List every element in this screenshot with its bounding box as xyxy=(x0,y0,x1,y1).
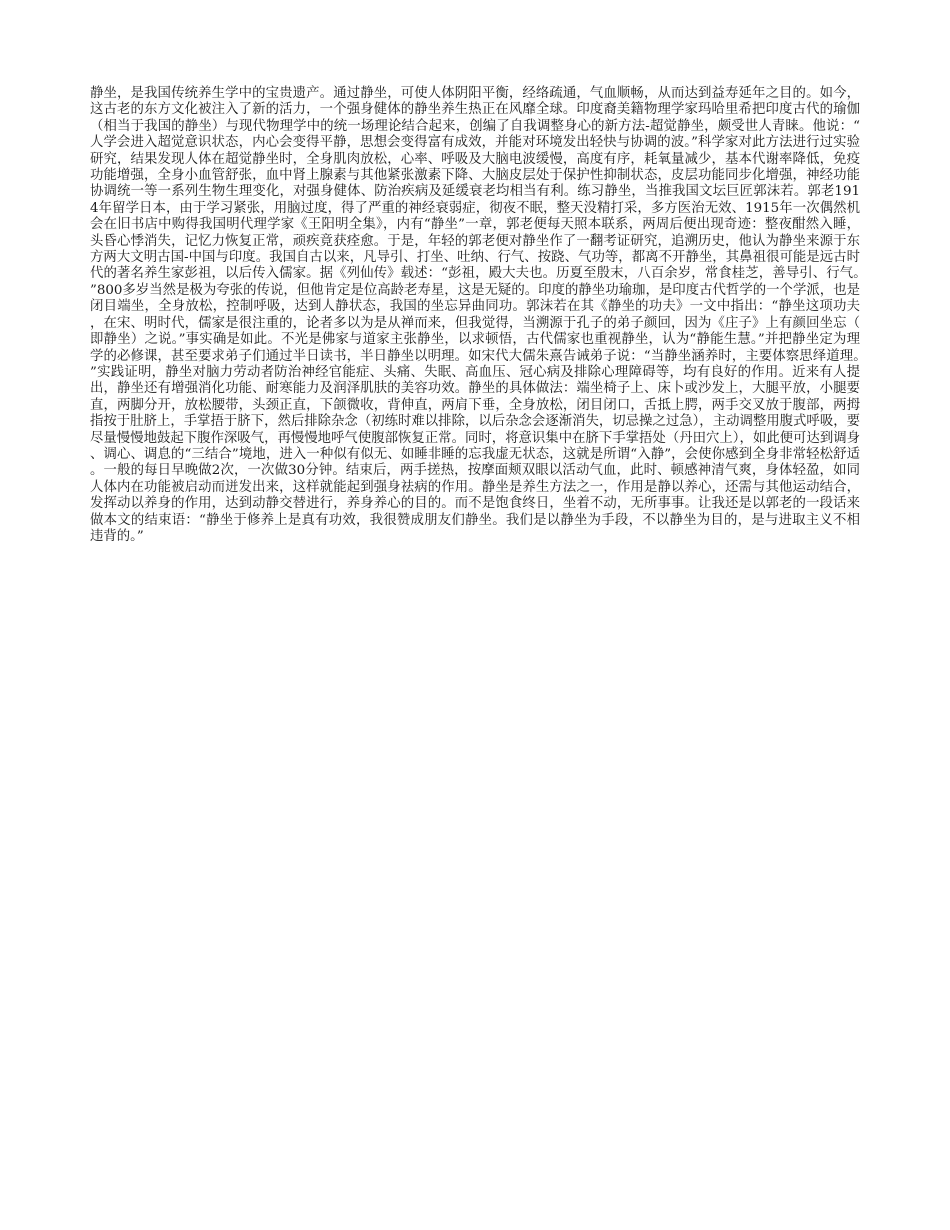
document-page xyxy=(90,86,860,545)
body-paragraph: 静坐，是我国传统养生学中的宝贵遗产。通过静坐，可使人体阴阳平衡，经络疏通，气血顺畅，从而达到益寿延年之目的。如今，这古老的东方文化被注入了新的活力，一个强身健体的静坐养生热正在风靡全球。印度裔美籍物理学家玛哈里希把印度古代的瑜伽（相当于我国的静坐）与现代物理学中的统一场理论结合起来，创编了自我调整身心的新方法-超觉静坐，颇受世人青睐。他说：“人学会进入超觉意识状态，内心会变得平静，思想会变得富有成效，并能对环境发出轻快与协调的波。”科学家对此方法进行过实验研究，结果发现人体在超觉静坐时，全身肌肉放松，心率、呼吸及大脑电波缓慢，高度有序，耗氧量减少，基本代谢率降低，免疫功能增强，全身小血管舒张，血中肾上腺素与其他紧张激素下降、大脑皮层处于保护性抑制状态，皮层功能同步化增强，神经功能协调统一等一系列生物生理变化，对强身健体、防治疾病及延缓衰老均相当有利。练习静坐，当推我国文坛巨匠郭沫若。郭老1914年留学日本，由于学习紧张，用脑过度，得了严重的神经衰弱症，彻夜不眠，整天没精打采，多方医治无效、1915年一次偶然机会在旧书店中购得我国明代理学家《王阳明全集》，内有“静坐”一章，郭老便每天照本联系，两周后便出现奇迹：整夜酣然入睡，头昏心悸消失，记忆力恢复正常，顽疾竟获痊愈。于是，年轻的郭老便对静坐作了一翻考证研究，追溯历史，他认为静坐来源于东方两大文明古国-中国与印度。我国自古以来，凡导引、打坐、吐纳、行气、按跷、气功等，都离不开静坐，其鼻祖很可能是远古时代的著名养生家彭祖，以后传入儒家。据《列仙传》载述：“彭祖，殿大夫也。历夏至殷末，八百余岁，常食桂芝，善导引、行气。”800多岁当然是极为夸张的传说，但他肯定是位高龄老寿星，这是无疑的。印度的静坐功瑜珈，是印度古代哲学的一个学派，也是闭目端坐，全身放松，控制呼吸，达到人静状态，我国的坐忘异曲同功。郭沫若在其《静坐的功夫》一文中指出：“静坐这项功夫，在宋、明时代，儒家是很注重的，论者多以为是从禅而来，但我觉得，当溯源于孔子的弟子颜回，因为《庄子》上有颜回坐忘（即静坐）之说。”事实确是如此。不光是佛家与道家主张静坐，以求顿悟，古代儒家也重视静坐，认为“静能生慧。”并把静坐定为理学的必修课，甚至要求弟子们通过半日读书，半日静坐以明理。如宋代大儒朱熹告诫弟子说：“当静坐涵养时，主要体察思绎道理。”实践证明，静坐对脑力劳动者防治神经官能症、头痛、失眠、高血压、冠心病及排除心理障碍等，均有良好的作用。近来有人提出，静坐还有增强消化功能、耐寒能力及润泽肌肤的美容功效。静坐的具体做法：端坐椅子上、床卜或沙发上，大腿平放，小腿要直，两脚分开，放松腰带，头颈正直，下颌微收，背伸直，两肩下垂，全身放松，闭目闭口，舌抵上腭，两手交叉放于腹部，两拇指按于肚脐上，手掌捂于脐下，然后排除杂念（初练时难以排除，以后杂念会逐渐消失，切忌操之过急），主动调整用腹式呼吸，要尽量慢慢地鼓起下腹作深吸气，再慢慢地呼气使腹部恢复正常。同时，将意识集中在脐下手掌捂处（丹田穴上），如此便可达到调身、调心、调息的“三结合”境地，进入一种似有似无、如睡非睡的忘我虚无状态，这就是所谓“入静”，会使你感到全身非常轻松舒适。一般的每日早晚做2次，一次做30分钟。结束后，两手搓热，按摩面颊双眼以活动气血，此时、顿感神清气爽，身体轻盈，如同人体内在功能被启动而迸发出来，这样就能起到强身祛病的作用。静坐是养生方法之一，作用是静以养心，还需与其他运动结合，发挥动以养身的作用，达到动静交替进行，养身养心的目的。而不是饱食终日，坐着不动，无所事事。让我还是以郭老的一段话来做本文的结束语：“静坐于修养上是真有功效，我很赞成朋友们静坐。我们是以静坐为手段，不以静坐为目的，是与进取主义不相违背的。” xyxy=(90,86,860,544)
